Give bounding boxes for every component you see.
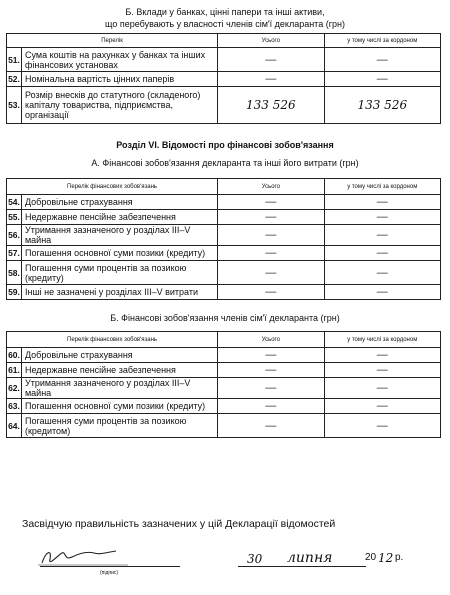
row-total: — [218, 225, 324, 246]
section-b-title-line2: що перебувають у власності членів сім'ї декларанта (грн) [105, 19, 345, 29]
date-day: 30 [247, 552, 263, 566]
row-label: Погашення суми процентів за позикою (кредитом) [21, 414, 217, 438]
row-total: — [218, 72, 324, 87]
table-row [7, 261, 441, 285]
row-label: Недержавне пенсійне забезпечення [21, 363, 217, 378]
date-line [238, 566, 366, 567]
col-total-header: Усього [218, 332, 324, 348]
row-number: 64. [7, 414, 22, 438]
date-year-end: р. [395, 552, 404, 563]
table-row [7, 246, 441, 261]
col-list-header: Перелік фінансових зобов'язань [7, 332, 218, 348]
row-abroad: — [324, 414, 440, 438]
table-row [7, 414, 441, 438]
table-row [7, 210, 441, 225]
row-total: — [218, 285, 324, 300]
row-number: 59. [7, 285, 22, 300]
row-abroad: — [324, 48, 440, 72]
row-total: — [218, 261, 324, 285]
table-header [7, 34, 441, 48]
row-label: Погашення основної суми позики (кредиту) [21, 399, 217, 414]
table-header [7, 179, 441, 195]
row-number: 55. [7, 210, 22, 225]
table-row [7, 378, 441, 399]
row-label: Розмір внесків до статутного (складеного) капіталу товариства, підприємства, організації [21, 87, 217, 124]
row-label: Погашення суми процентів за позикою (кредиту) [21, 261, 217, 285]
section-vi-b-table [6, 331, 441, 438]
col-abroad-header: у тому числі за кордоном [324, 179, 440, 195]
section-vi-b-title: Б. Фінансові зобов'язання членів сім'ї декларанта (грн) [110, 313, 340, 323]
col-abroad-header: у тому числі за кордоном [324, 34, 440, 48]
signature-line [40, 566, 180, 567]
row-abroad-handwritten: 133 526 [324, 87, 440, 124]
signature-scribble-icon [28, 545, 178, 571]
date-year-prefix: 20 [365, 552, 377, 563]
row-number: 56. [7, 225, 22, 246]
row-abroad: — [324, 378, 440, 399]
row-number: 62. [7, 378, 22, 399]
section-vi-title: Розділ VI. Відомості про фінансові зобов'язання [116, 140, 334, 150]
section-b-title-line1: Б. Вклади у банках, цінні папери та інші активи, [125, 7, 325, 17]
row-label: Номінальна вартість цінних паперів [21, 72, 217, 87]
section-vi-a-title: А. Фінансові зобов'язання декларанта та інші його витрати (грн) [91, 158, 359, 168]
row-total: — [218, 195, 324, 210]
row-number: 53. [7, 87, 22, 124]
signature-label: (підпис) [100, 570, 119, 576]
row-abroad: — [324, 399, 440, 414]
row-abroad: — [324, 348, 440, 363]
row-total: — [218, 48, 324, 72]
section-vi-a-table [6, 178, 441, 300]
row-total: — [218, 399, 324, 414]
row-label: Недержавне пенсійне забезпечення [21, 210, 217, 225]
col-total-header: Усього [218, 34, 324, 48]
row-total-handwritten: 133 526 [218, 87, 324, 124]
table-row [7, 285, 441, 300]
date-month: липня [287, 550, 333, 566]
row-abroad: — [324, 363, 440, 378]
row-abroad: — [324, 261, 440, 285]
row-total: — [218, 348, 324, 363]
row-number: 51. [7, 48, 22, 72]
table-row [7, 48, 441, 72]
certify-text: Засвідчую правильність зазначених у цій Декларації відомостей [22, 518, 336, 530]
table-row [7, 348, 441, 363]
col-list-header: Перелік [7, 34, 218, 48]
row-label: Погашення основної суми позики (кредиту) [21, 246, 217, 261]
row-abroad: — [324, 225, 440, 246]
row-abroad: — [324, 246, 440, 261]
row-label: Утримання зазначеного у розділах III–V майна [21, 225, 217, 246]
row-number: 58. [7, 261, 22, 285]
table-row [7, 195, 441, 210]
row-label: Добровільне страхування [21, 348, 217, 363]
table-row [7, 72, 441, 87]
row-total: — [218, 363, 324, 378]
row-label: Утримання зазначеного у розділах III–V майна [21, 378, 217, 399]
row-abroad: — [324, 195, 440, 210]
col-total-header: Усього [218, 179, 324, 195]
section-b-table [6, 33, 441, 124]
row-total: — [218, 210, 324, 225]
row-number: 52. [7, 72, 22, 87]
section-b-title [0, 6, 450, 30]
row-number: 61. [7, 363, 22, 378]
row-number: 60. [7, 348, 22, 363]
table-row [7, 399, 441, 414]
row-number: 54. [7, 195, 22, 210]
row-label: Інші не зазначені у розділах III–V витрати [21, 285, 217, 300]
row-number: 57. [7, 246, 22, 261]
col-list-header: Перелік фінансових зобов'язань [7, 179, 218, 195]
date-year-suffix: 12 [378, 551, 394, 565]
row-total: — [218, 414, 324, 438]
col-abroad-header: у тому числі за кордоном [324, 332, 440, 348]
row-label: Добровільне страхування [21, 195, 217, 210]
table-header [7, 332, 441, 348]
table-row [7, 225, 441, 246]
table-row [7, 363, 441, 378]
signature [28, 545, 178, 571]
row-abroad: — [324, 285, 440, 300]
row-number: 63. [7, 399, 22, 414]
row-abroad: — [324, 72, 440, 87]
table-row [7, 87, 441, 124]
date-field [235, 548, 405, 568]
row-total: — [218, 378, 324, 399]
row-label: Сума коштів на рахунках у банках та інших фінансових установах [21, 48, 217, 72]
row-abroad: — [324, 210, 440, 225]
row-total: — [218, 246, 324, 261]
